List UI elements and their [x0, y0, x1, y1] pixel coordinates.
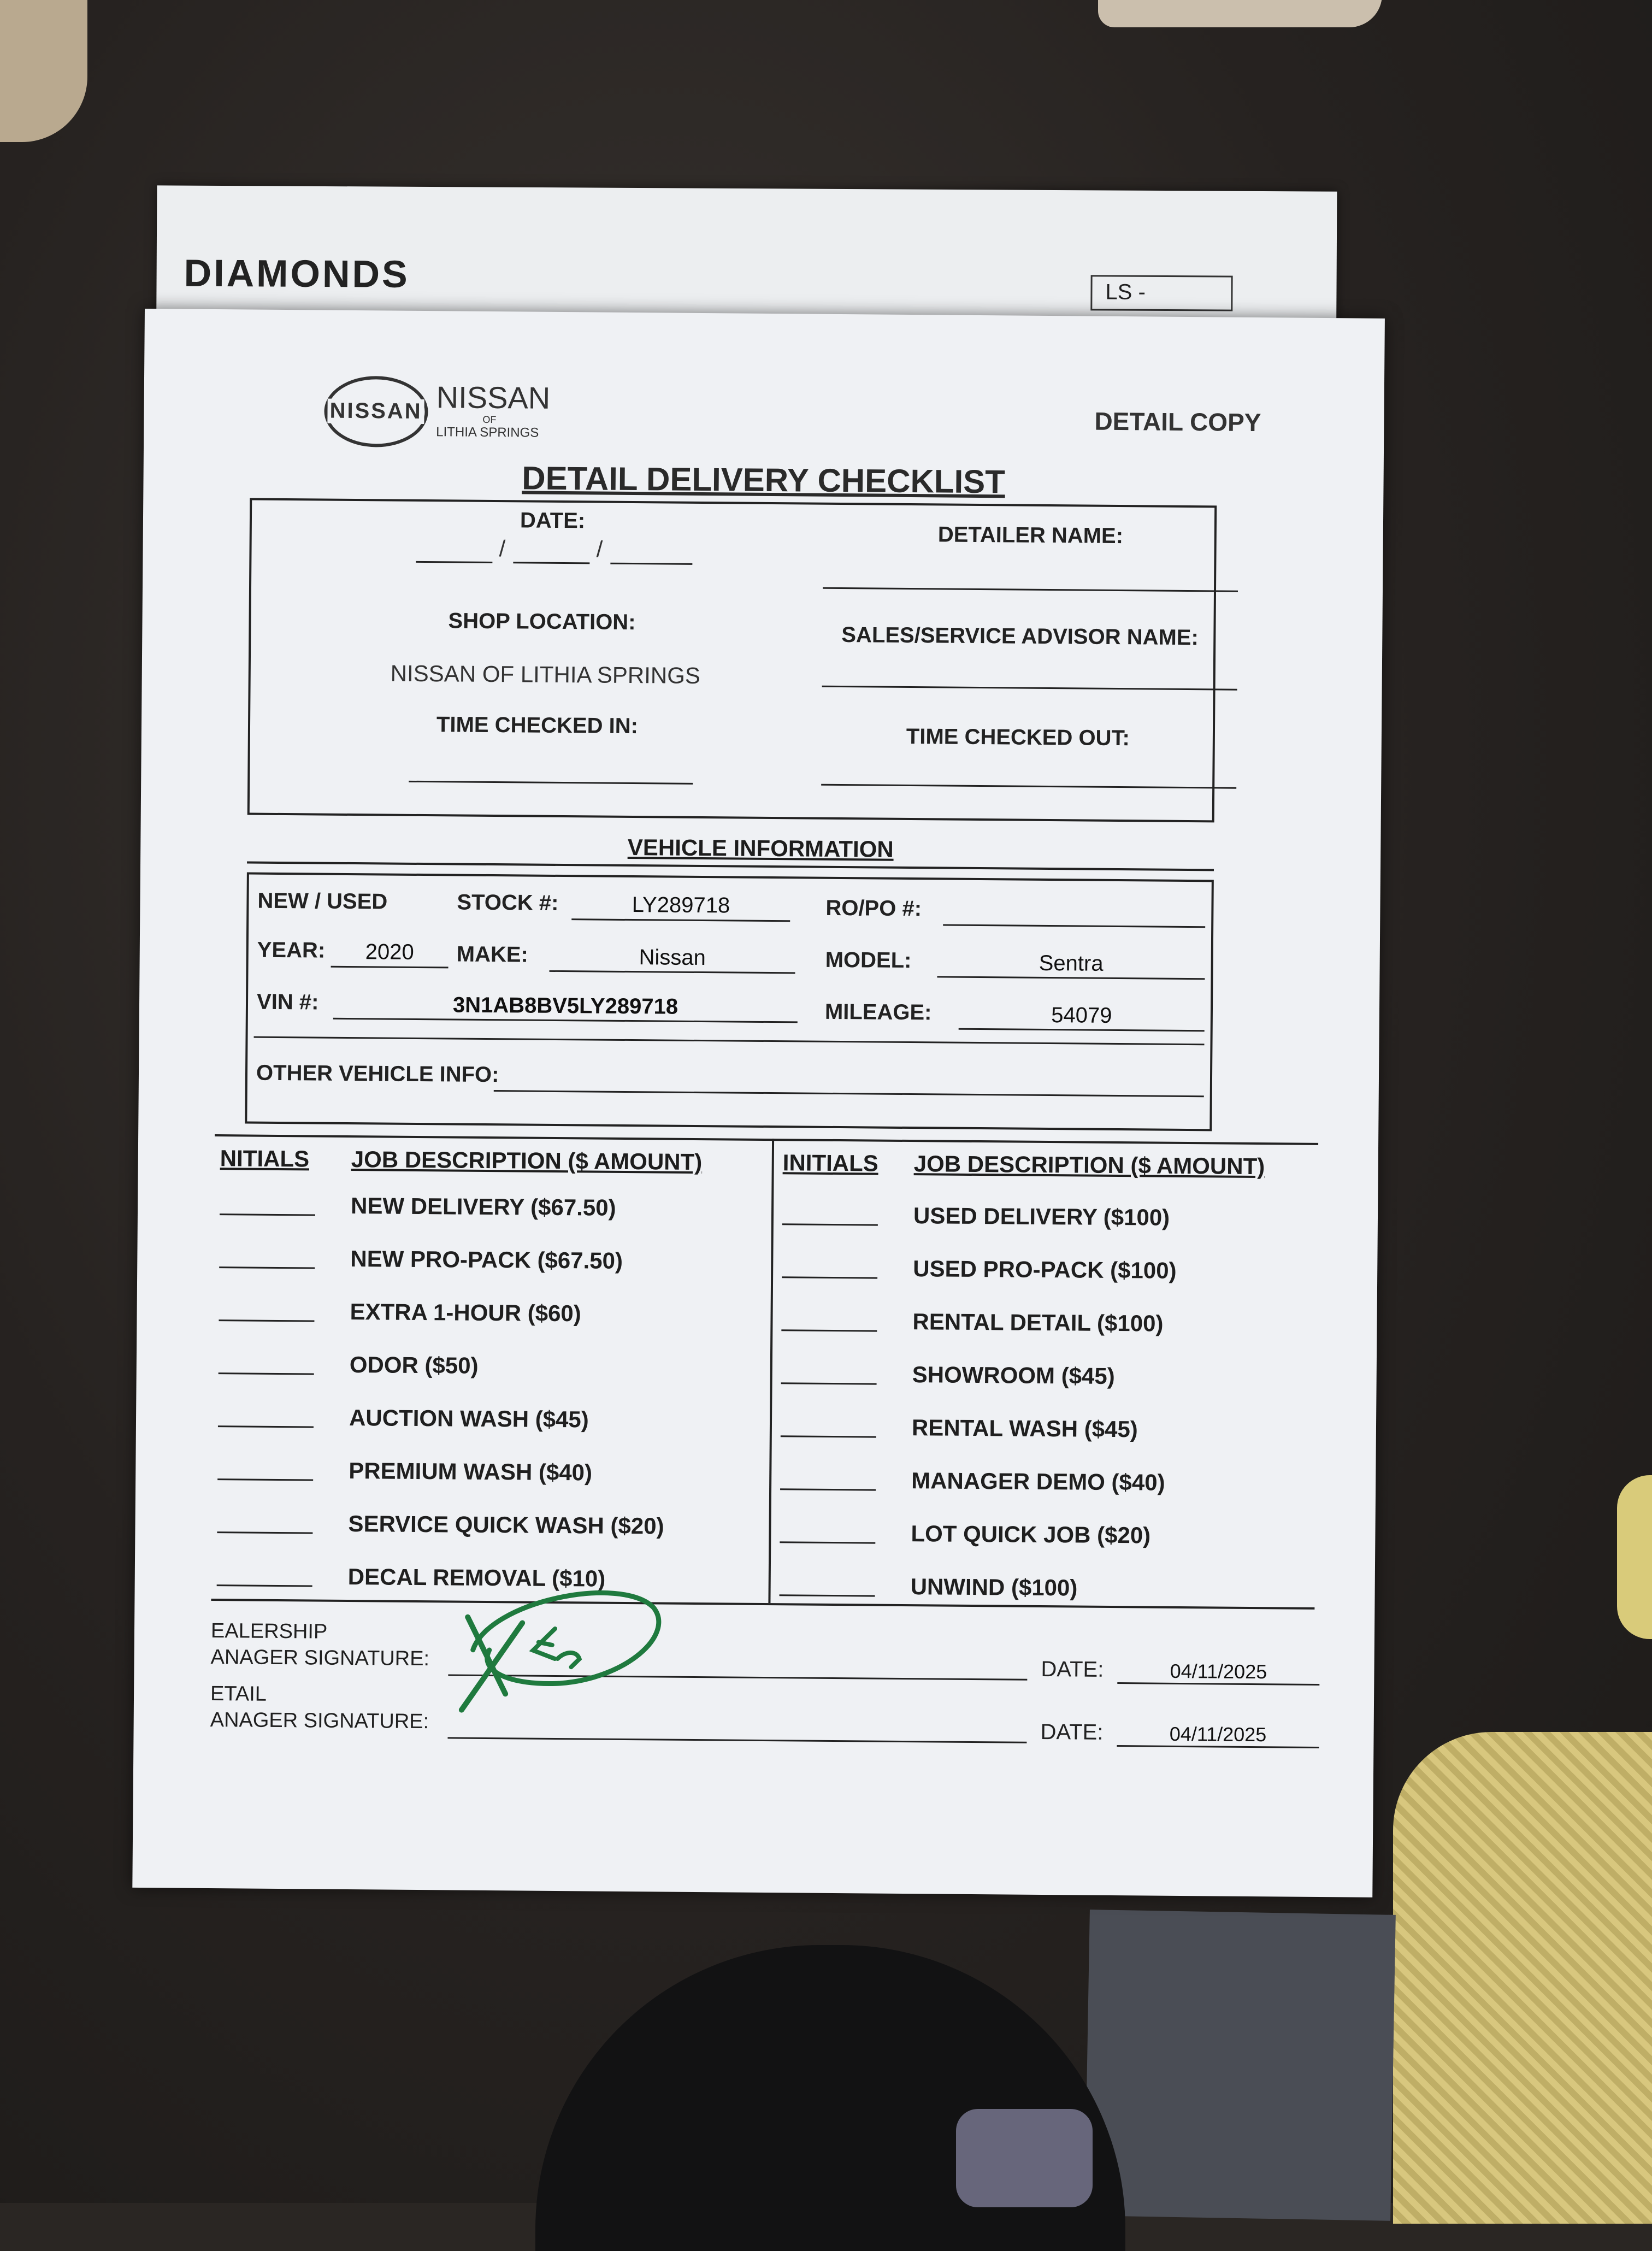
detail-signature-label [210, 1681, 429, 1735]
copy-label: DETAIL COPY [1094, 406, 1261, 437]
brand-location: LITHIA SPRINGS [436, 425, 539, 440]
yellow-cloth [1393, 1732, 1652, 2224]
signature-stroke-x [462, 1617, 522, 1711]
right-initials-header: INITIALS [782, 1150, 878, 1176]
left-job-item: DECAL REMOVAL ($10) [347, 1563, 606, 1592]
shoe-lace [956, 2109, 1093, 2207]
dealership-signature-label [210, 1618, 429, 1672]
page-title: DETAIL DELIVERY CHECKLIST [522, 459, 1006, 500]
advisor-name-label: SALES/SERVICE ADVISOR NAME: [841, 623, 1199, 650]
date-sep-1: / [499, 535, 506, 562]
back-sheet-logo: DIAMONDS [184, 251, 410, 296]
left-initials-field-0[interactable] [220, 1213, 315, 1216]
vin-value: 3N1AB8BV5LY289718 [452, 993, 678, 1019]
desk-object-top-right [1098, 0, 1382, 27]
dealership-date-label: DATE: [1041, 1657, 1104, 1682]
left-initials-field-1[interactable] [219, 1266, 315, 1269]
right-job-item: USED PRO-PACK ($100) [913, 1256, 1177, 1283]
mileage-value: 54079 [1051, 1003, 1112, 1028]
nissan-logo-mark: NISSAN [327, 399, 424, 424]
left-initials-field-7[interactable] [217, 1584, 312, 1587]
left-initials-header: NITIALS [220, 1145, 310, 1172]
right-initials-field-3[interactable] [781, 1382, 877, 1384]
jobs-column-divider [768, 1139, 774, 1603]
make-value: Nissan [639, 945, 706, 970]
detail-checklist-sheet [132, 309, 1385, 1898]
left-job-item: EXTRA 1-HOUR ($60) [350, 1299, 581, 1327]
left-job-item: AUCTION WASH ($45) [349, 1405, 589, 1433]
right-job-item: RENTAL WASH ($45) [911, 1415, 1138, 1442]
right-initials-field-4[interactable] [781, 1435, 876, 1437]
right-initials-field-2[interactable] [781, 1329, 877, 1331]
stock-value: LY289718 [632, 893, 730, 918]
detail-date-value: 04/11/2025 [1169, 1722, 1267, 1746]
brand-of: OF [482, 414, 497, 426]
left-job-item: ODOR ($50) [349, 1352, 479, 1378]
right-initials-field-0[interactable] [782, 1223, 878, 1225]
shop-location-label: SHOP LOCATION: [448, 609, 636, 635]
right-job-item: SHOWROOM ($45) [912, 1362, 1115, 1389]
dealership-label-line2: ANAGER SIGNATURE: [210, 1646, 430, 1671]
detail-date-label: DATE: [1040, 1719, 1104, 1745]
detailer-name-label: DETAILER NAME: [937, 522, 1124, 549]
date-label: DATE: [520, 508, 586, 533]
dealership-date-value: 04/11/2025 [1170, 1659, 1267, 1683]
left-job-item: SERVICE QUICK WASH ($20) [348, 1510, 664, 1539]
left-initials-field-4[interactable] [218, 1425, 314, 1428]
left-initials-field-2[interactable] [219, 1319, 314, 1322]
left-job-item: NEW DELIVERY ($67.50) [350, 1193, 616, 1221]
shop-location-value: NISSAN OF LITHIA SPRINGS [390, 660, 701, 689]
time-out-label: TIME CHECKED OUT: [906, 724, 1130, 751]
right-job-item: LOT QUICK JOB ($20) [911, 1521, 1151, 1548]
signature-stroke-oval [473, 1592, 659, 1684]
brand-name: NISSAN [436, 380, 551, 415]
left-initials-field-5[interactable] [217, 1478, 313, 1481]
mileage-label: MILEAGE: [824, 999, 932, 1025]
model-label: MODEL: [825, 947, 912, 973]
vin-label: VIN #: [256, 989, 319, 1015]
signature-stroke-e [533, 1629, 580, 1667]
jobs-top-rule [215, 1134, 1318, 1145]
date-sep-2: / [596, 536, 603, 562]
left-job-header: JOB DESCRIPTION ($ AMOUNT) [351, 1146, 703, 1175]
left-initials-field-3[interactable] [219, 1372, 314, 1375]
year-value: 2020 [365, 940, 414, 964]
dark-card [1084, 1910, 1396, 2221]
right-job-item: UNWIND ($100) [910, 1574, 1078, 1601]
dealership-label-line1: EALERSHIP [210, 1619, 328, 1643]
right-job-item: MANAGER DEMO ($40) [911, 1468, 1165, 1495]
right-initials-field-6[interactable] [780, 1541, 875, 1543]
nissan-logo [324, 376, 565, 454]
right-initials-field-7[interactable] [780, 1594, 875, 1596]
right-initials-field-5[interactable] [780, 1488, 876, 1490]
right-job-item: USED DELIVERY ($100) [913, 1203, 1170, 1230]
left-job-item: NEW PRO-PACK ($67.50) [350, 1246, 623, 1274]
left-initials-field-6[interactable] [217, 1531, 312, 1534]
detail-label-line2: ANAGER SIGNATURE: [210, 1708, 429, 1734]
new-used-label: NEW / USED [257, 888, 388, 914]
stock-label: STOCK #: [457, 890, 559, 915]
make-label: MAKE: [456, 942, 529, 967]
right-job-item: RENTAL DETAIL ($100) [912, 1309, 1164, 1336]
vehicle-info-title: VEHICLE INFORMATION [627, 834, 894, 862]
jobs-bottom-rule [211, 1599, 1314, 1610]
other-info-label: OTHER VEHICLE INFO: [256, 1060, 499, 1087]
right-initials-field-1[interactable] [782, 1276, 877, 1278]
detail-signature-field[interactable] [447, 1737, 1026, 1743]
cloth-corner [1617, 1475, 1652, 1639]
detail-label-line1: ETAIL [210, 1682, 267, 1706]
manager-signature-mark [440, 1568, 670, 1717]
left-job-item: PREMIUM WASH ($40) [349, 1457, 593, 1486]
model-value: Sentra [1039, 951, 1104, 976]
right-job-header: JOB DESCRIPTION ($ AMOUNT) [913, 1151, 1265, 1180]
year-label: YEAR: [257, 938, 326, 963]
time-in-label: TIME CHECKED IN: [436, 712, 639, 739]
ls-box: LS - [1090, 275, 1232, 311]
ropo-label: RO/PO #: [825, 895, 922, 921]
